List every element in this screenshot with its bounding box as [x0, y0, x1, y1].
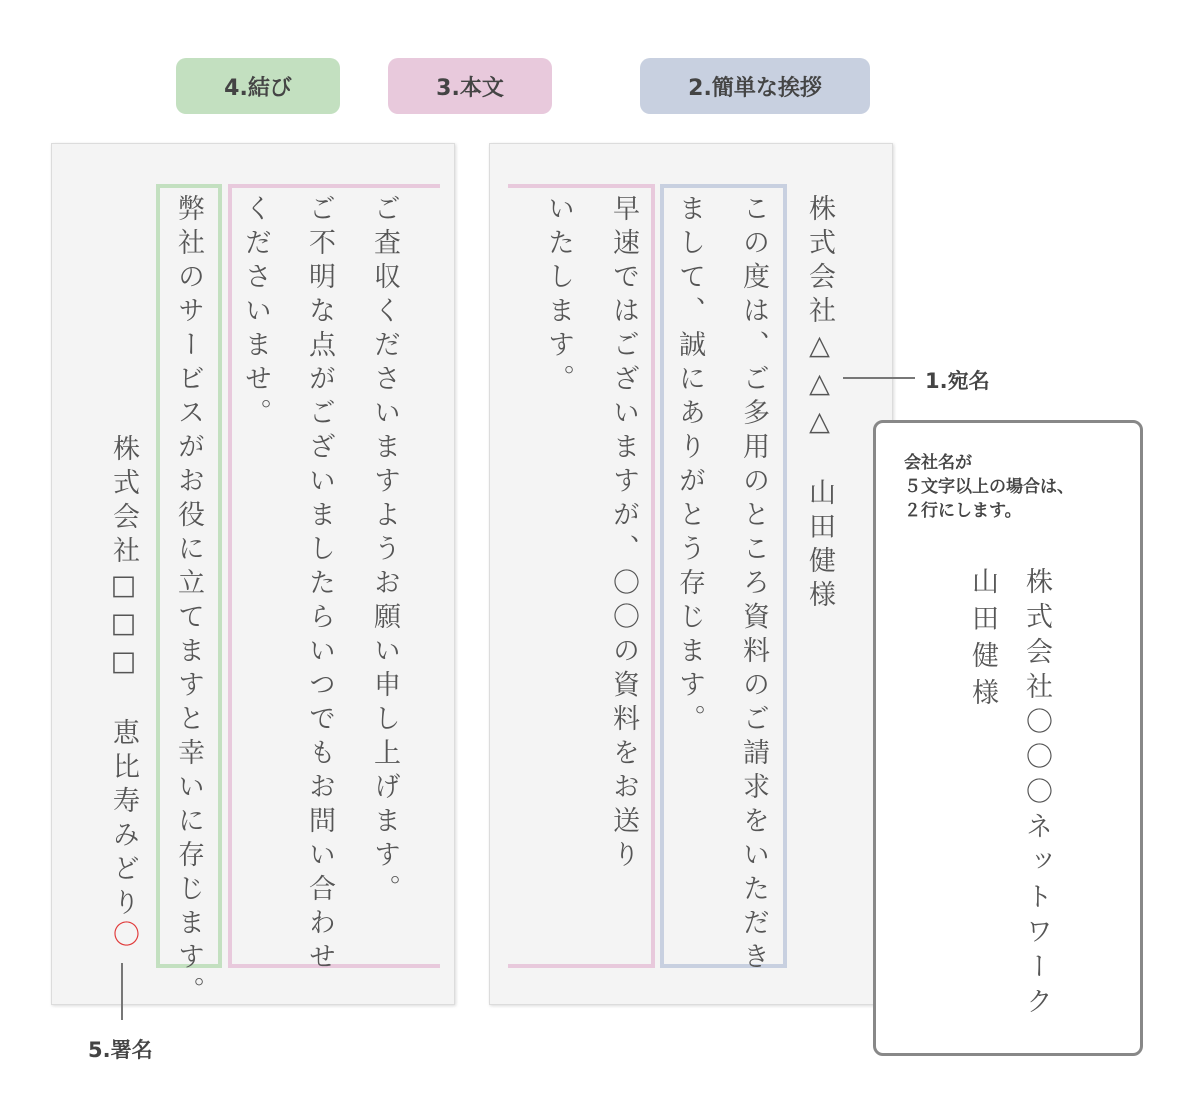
closing-line: 弊社のサービスがお役に立てますと幸いに存じます。 — [173, 194, 204, 1010]
body-line-2: いたします。 — [543, 194, 574, 398]
greeting-line-2: まして、誠にありがとう存じます。 — [674, 194, 705, 738]
tag-body: 3.本文 — [388, 58, 552, 114]
example-company: 株式会社〇〇〇ネットワーク — [1021, 567, 1052, 1022]
note-box — [873, 420, 1143, 1056]
signature-seal: 〇 — [108, 920, 139, 954]
addressee-leader-line — [843, 377, 915, 379]
tag-greeting: 2.簡単な挨拶 — [640, 58, 870, 114]
body-line-1: ご査収くださいますようお願い申し上げます。 — [369, 194, 400, 908]
example-name: 山田健様 — [967, 567, 998, 715]
note-text — [904, 451, 1074, 523]
tag-closing: 4.結び — [176, 58, 340, 114]
body-line-1: 早速ではございますが、〇〇の資料をお送り — [608, 194, 639, 874]
body-line-2: ご不明な点がございましたらいつでもお問い合わせ — [304, 194, 335, 976]
signature-leader-line — [121, 963, 123, 1020]
addressee-text: 株式会社△△△ 山田健様 — [804, 194, 835, 614]
note-line-3: ２行にします。 — [904, 501, 1022, 521]
note-line-2: ５文字以上の場合は、 — [904, 477, 1074, 497]
note-line-1: 会社名が — [904, 453, 972, 473]
signature-text: 株式会社□□□ 恵比寿みどり — [108, 434, 139, 922]
addressee-label: 1.宛名 — [925, 369, 990, 393]
greeting-line-1: この度は、ご多用のところ資料のご請求をいただき — [738, 194, 769, 976]
letter-page-1 — [489, 143, 893, 1005]
body-line-3: くださいませ。 — [240, 194, 271, 432]
signature-label: 5.署名 — [88, 1038, 153, 1062]
letter-page-2 — [51, 143, 455, 1010]
